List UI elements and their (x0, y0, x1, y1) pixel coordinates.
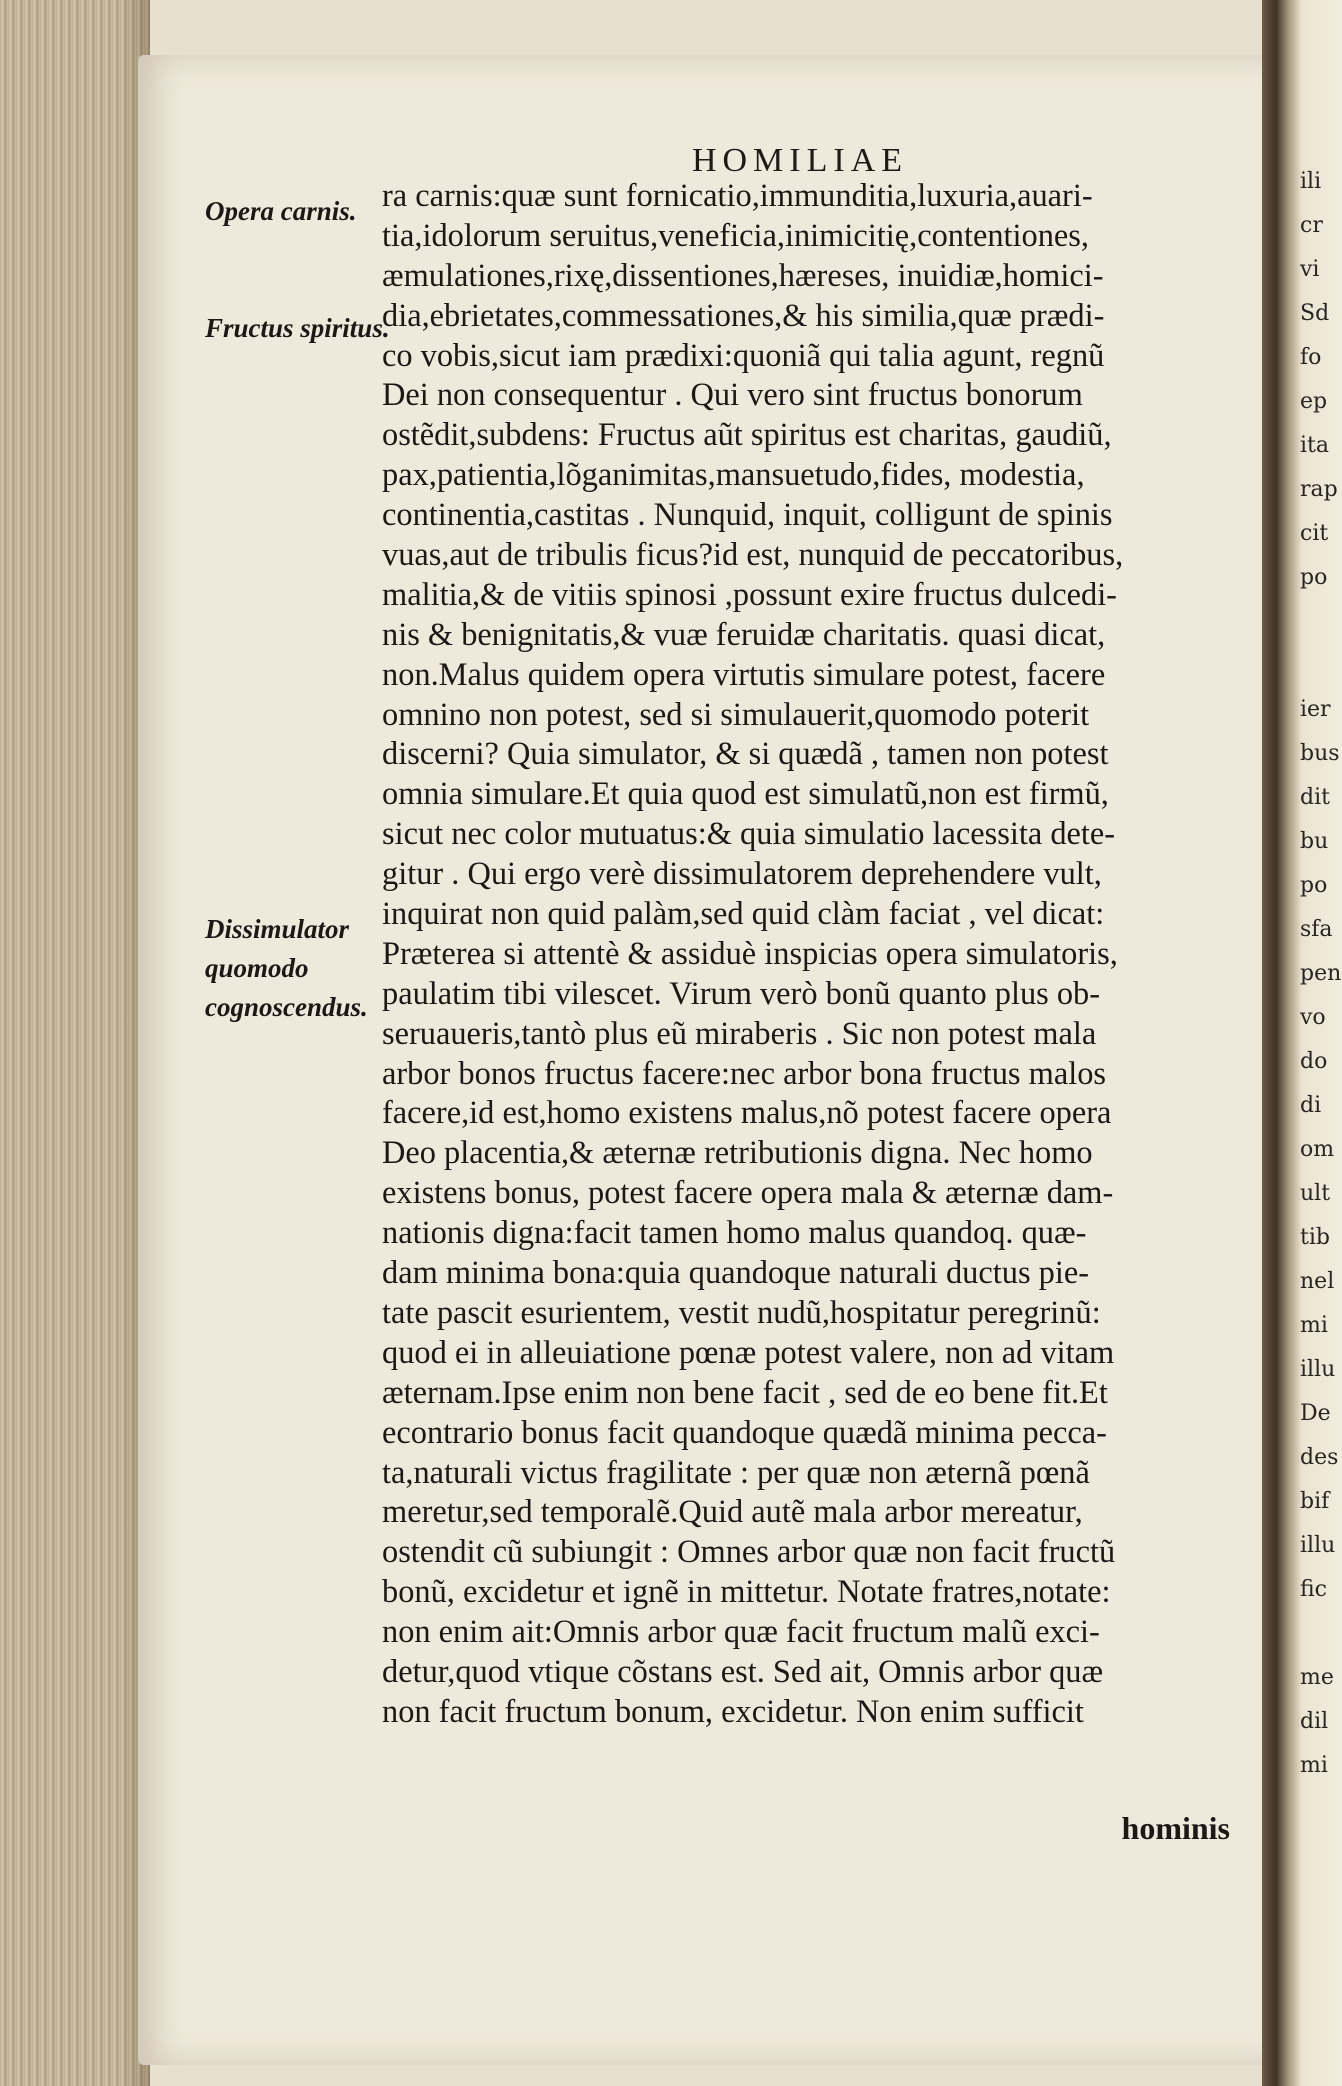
facing-page-fragment: dil (1300, 1709, 1329, 1734)
facing-page-fragment: nel (1300, 1269, 1335, 1294)
facing-page-fragment: vo (1300, 1005, 1326, 1030)
facing-page-fragment: bif (1300, 1489, 1330, 1514)
facing-page-fragment: di (1300, 1093, 1322, 1118)
facing-page-fragment: po (1300, 565, 1328, 590)
text-line: Præterea si attentè & assiduè inspicias opera simulatoris, (382, 935, 1118, 972)
facing-page-fragment: sfa (1300, 917, 1333, 942)
facing-page-fragment: bu (1300, 829, 1329, 854)
margin-note-opera-carnis: Opera carnis. (205, 196, 357, 226)
facing-page-fragment: Sd (1300, 301, 1330, 326)
facing-page-fragment (1300, 600, 1342, 644)
text-line: malitia,& de vitiis spinosi ,possunt exire fructus dulcedi- (382, 576, 1117, 613)
text-line: tia,idolorum seruitus,veneficia,inimicitię,contentiones, (382, 217, 1090, 254)
facing-page-fragment: ili (1300, 169, 1322, 194)
facing-page-fragment: tib (1300, 1225, 1330, 1250)
text-line: co vobis,sicut iam prædixi:quoniã qui talia agunt, regnũ (382, 337, 1105, 374)
facing-page-fragment: do (1300, 1049, 1328, 1074)
text-line: gitur . Qui ergo verè dissimulatorem deprehendere vult, (382, 856, 1102, 893)
facing-page-fragment: rap (1300, 477, 1338, 502)
text-line: ostendit cũ subiungit : Omnes arbor quæ non facit fructũ (382, 1534, 1116, 1571)
facing-page-fragment: ier (1300, 697, 1331, 722)
text-line: nationis digna:facit tamen homo malus quandoq. quæ- (382, 1215, 1087, 1252)
text-line: facere,id est,homo existens malus,nõ potest facere opera (382, 1095, 1112, 1132)
text-line: bonũ, excidetur et ignẽ in mittetur. Notate fratres,notate: (382, 1574, 1111, 1611)
text-line: sicut nec color mutuatus:& quia simulatio lacessita dete- (382, 816, 1116, 853)
text-line: detur,quod vtique cõstans est. Sed ait, Omnis arbor quæ (382, 1653, 1104, 1690)
text-line: tate pascit esurientem, vestit nudũ,hospitatur peregrinũ: (382, 1294, 1101, 1331)
text-line: ta,naturali victus fragilitate : per quæ non æternã pœnã (382, 1454, 1090, 1491)
text-line: meretur,sed temporalẽ.Quid autẽ mala arbor mereatur, (382, 1494, 1083, 1531)
text-line: æternam.Ipse enim non bene facit , sed de eo bene fit.Et (382, 1374, 1108, 1411)
text-line: vuas,aut de tribulis ficus?id est, nunquid de peccatoribus, (382, 537, 1124, 574)
facing-page-fragment: fo (1300, 345, 1322, 370)
facing-page-fragment: ep (1300, 389, 1328, 414)
facing-page-fragment: pen (1300, 961, 1342, 986)
text-line: non facit fructum bonum, excidetur. Non enim sufficit (382, 1693, 1084, 1730)
facing-page-fragment: cit (1300, 521, 1329, 546)
running-head: HOMILIAE (691, 142, 909, 179)
text-line: omnino non potest, sed si simulauerit,quomodo poterit (382, 696, 1090, 733)
text-line: Dei non consequentur . Qui vero sint fructus bonorum (382, 377, 1083, 414)
text-line: pax,patientia,lõganimitas,mansuetudo,fides, modestia, (382, 457, 1085, 494)
text-line: ra carnis:quæ sunt fornicatio,immunditia,luxuria,auari- (382, 178, 1093, 214)
facing-page-fragments (1300, 160, 1342, 1860)
facing-page-fragment: ult (1300, 1181, 1331, 1206)
text-line: non.Malus quidem opera virtutis simulare potest, facere (382, 656, 1106, 693)
facing-page-fragment: ita (1300, 433, 1329, 458)
body-text (382, 177, 1242, 1733)
facing-page-fragment: om (1300, 1137, 1335, 1162)
facing-page-fragment: me (1300, 1665, 1334, 1690)
facing-page-fragment (1300, 1612, 1342, 1656)
facing-page-fragment (1300, 644, 1342, 688)
text-line: nis & benignitatis,& vuæ feruidæ charitatis. quasi dicat, (382, 616, 1106, 653)
text-line: seruaueris,tantò plus eũ miraberis . Sic non potest mala (382, 1015, 1097, 1052)
text-line: quod ei in alleuiatione pœnæ potest valere, non ad vitam (382, 1334, 1115, 1371)
text-line: arbor bonos fructus facere:nec arbor bona fructus malos (382, 1055, 1106, 1092)
facing-page-fragment: illu (1300, 1357, 1336, 1382)
text-line: continentia,castitas . Nunquid, inquit, colligunt de spinis (382, 497, 1113, 534)
facing-page-fragment: illu (1300, 1533, 1336, 1558)
facing-page-fragment: fic (1300, 1577, 1327, 1602)
text-line: omnia simulare.Et quia quod est simulatũ,non est firmũ, (382, 776, 1109, 813)
text-line: inquirat non quid palàm,sed quid clàm faciat , vel dicat: (382, 896, 1105, 933)
facing-page-fragment: cr (1300, 213, 1323, 238)
facing-page-fragment: mi (1300, 1753, 1328, 1778)
book-edge (0, 0, 150, 2086)
text-line: dam minima bona:quia quandoque naturali ductus pie- (382, 1255, 1090, 1292)
facing-page-fragment: dit (1300, 785, 1330, 810)
text-line: Deo placentia,& æternæ retributionis digna. Nec homo (382, 1135, 1093, 1172)
facing-page-fragment: bus (1300, 741, 1340, 766)
catchword: hominis (1121, 1810, 1230, 1846)
text-line: dia,ebrietates,commessationes,& his similia,quæ prædi- (382, 297, 1105, 334)
facing-page-fragment: des (1300, 1445, 1339, 1470)
facing-page-fragment: po (1300, 873, 1328, 898)
text-line: ostẽdit,subdens: Fructus aũt spiritus est charitas, gaudiũ, (382, 417, 1112, 454)
text-line: econtrario bonus facit quandoque quædã minima pecca- (382, 1414, 1107, 1451)
text-line: paulatim tibi vilescet. Virum verò bonũ quanto plus ob- (382, 975, 1101, 1012)
facing-page-fragment: vi (1300, 257, 1320, 282)
text-line: existens bonus, potest facere opera mala & æternæ dam- (382, 1175, 1114, 1212)
margin-note-dissimulator: Dissimulator quomodo cognoscendus. (205, 914, 368, 1022)
facing-page-fragment: De (1300, 1401, 1331, 1426)
margin-note-fructus-spiritus: Fructus spiritus. (205, 313, 390, 343)
text-line: discerni? Quia simulator, & si quædã , tamen non potest (382, 736, 1109, 773)
facing-page-fragment: mi (1300, 1313, 1328, 1338)
text-line: non enim ait:Omnis arbor quæ facit fructum malũ exci- (382, 1614, 1100, 1651)
text-line: æmulationes,rixę,dissentiones,hæreses, inuidiæ,homici- (382, 257, 1104, 294)
